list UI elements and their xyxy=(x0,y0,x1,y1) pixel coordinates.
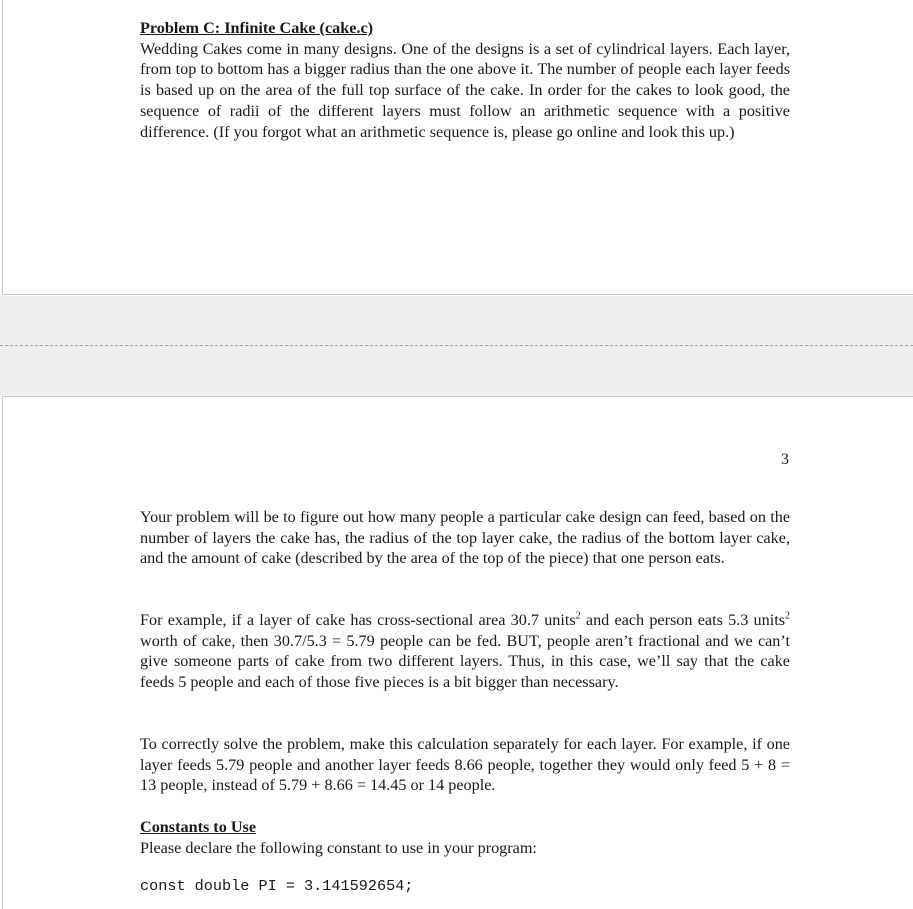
page-break-line xyxy=(0,345,913,346)
problem-title: Problem C: Infinite Cake (cake.c) xyxy=(140,19,374,37)
document-page-bottom xyxy=(2,396,913,909)
constants-instruction: Please declare the following constant to use in your program: xyxy=(140,838,537,857)
problem-section xyxy=(140,18,790,142)
task-paragraph: Your problem will be to figure out how many people a particular cake design can feed, based on the number of layers the cake has, the radius of the top layer cake, the radius of the bottom layer cake, and the amount of cake (described by the area of the top of the piece) that one person eats. xyxy=(140,508,790,568)
example-text-1: For example, if a layer of cake has cross-sectional area 30.7 units xyxy=(140,611,576,629)
example-text-3: worth of cake, then 30.7/5.3 = 5.79 people can be fed. BUT, people aren’t fractional and we can’t give someone parts of cake from two different layers. Thus, in this case, we’ll say that the cake feeds 5 people and each of those five pieces is a bit bigger than necessary. xyxy=(140,631,790,692)
page-gap xyxy=(0,296,913,396)
document-page-top xyxy=(2,0,913,295)
example-text-2: and each person eats 5.3 units xyxy=(580,611,785,629)
units-squared-2: 2 xyxy=(785,610,790,622)
page-number: 3 xyxy=(781,451,789,468)
pi-constant-code: const double PI = 3.141592654; xyxy=(140,877,414,895)
example-paragraph xyxy=(140,610,790,693)
constants-heading: Constants to Use xyxy=(140,818,257,836)
problem-intro: Wedding Cakes come in many designs. One of the designs is a set of cylindrical layers. Each layer, from top to bottom has a bigger radius than the one above it. The number of people each layer feeds is based up on the area of the full top surface of the cake. In order for the cakes to look good, the sequence of radii of the different layers must follow an arithmetic sequence with a positive difference. (If you forgot what an arithmetic sequence is, please go online and look this up.) xyxy=(140,39,790,141)
units-squared-1: 2 xyxy=(575,610,581,622)
constants-section xyxy=(140,817,790,858)
correct-solve-paragraph: To correctly solve the problem, make this calculation separately for each layer. For example, if one layer feeds 5.79 people and another layer feeds 8.66 people, together they would only feed 5 + 8 = 13 people, instead of 5.79 + 8.66 = 14.45 or 14 people. xyxy=(140,735,790,795)
